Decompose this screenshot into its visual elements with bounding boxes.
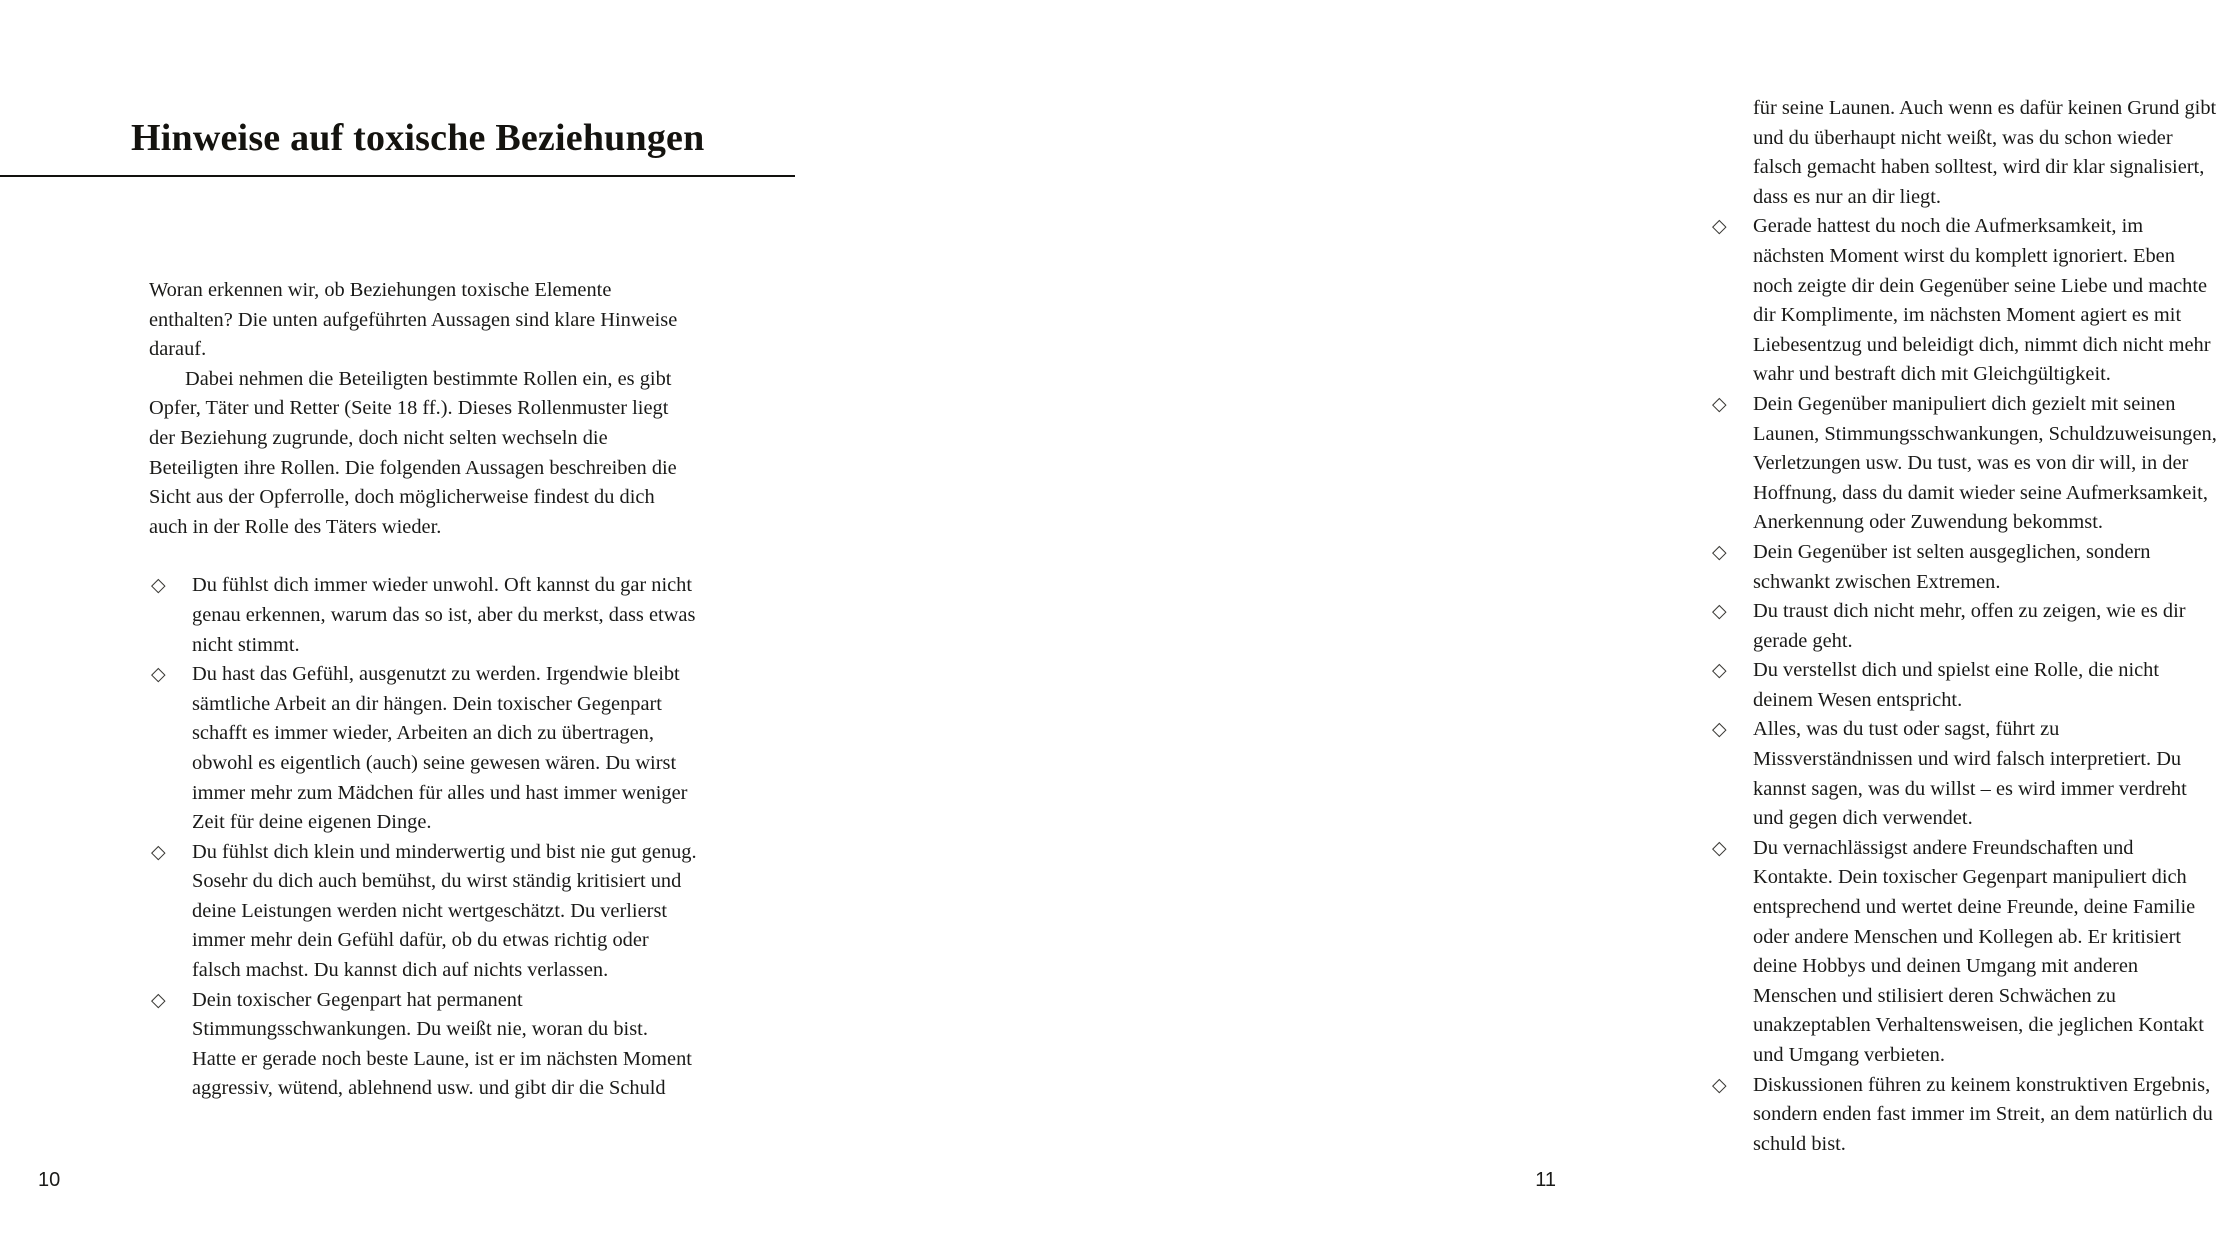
- list-item-text: Du traust dich nicht mehr, offen zu zeigen, wie es dir gerade geht.: [1753, 600, 2186, 652]
- page-number-left: 10: [38, 1169, 61, 1191]
- list-item: [1710, 538, 2218, 597]
- intro-paragraph-2: Dabei nehmen die Beteiligten bestimmte Rollen ein, es gibt Opfer, Täter und Retter (Seite 18 ff.). Dieses Rollenmuster liegt der Beziehung zugrunde, doch nicht selten wechseln die Beteiligten ihre Rollen. Die folgenden Aussagen beschreiben die Sicht aus der Opferrolle, doch möglicherweise findest du dich auch in der Rolle des Täters wieder.: [149, 367, 677, 538]
- diamond-icon: ◇: [1712, 393, 1727, 415]
- list-item: [149, 838, 697, 986]
- diamond-icon: ◇: [1712, 1074, 1727, 1096]
- list-item: [149, 986, 697, 1104]
- continuation-paragraph: für seine Launen. Auch wenn es dafür keinen Grund gibt und du überhaupt nicht weißt, was du schon wieder falsch gemacht haben solltest, wird dir klar signalisiert, dass es nur an dir liegt.: [1753, 97, 2217, 208]
- list-item: [149, 571, 697, 660]
- list-item: [1710, 1071, 2218, 1160]
- list-item-text: Du vernachlässigst andere Freundschaften und Kontakte. Dein toxischer Gegenpart manipuliert dich entsprechend und wertet deine Freunde, deine Familie oder andere Menschen und Kollegen ab. Er kritisiert deine Hobbys und deinen Umgang mit anderen Menschen und stilisiert deren Schwächen zu unakzeptablen Verhaltensweisen, die jeglichen Kontakt und Umgang verbieten.: [1753, 836, 2204, 1066]
- diamond-icon: ◇: [151, 664, 166, 686]
- list-item: [1710, 390, 2218, 538]
- intro-paragraph-1: Woran erkennen wir, ob Beziehungen toxische Elemente enthalten? Die unten aufgeführten Aussagen sind klare Hinweise darauf.: [149, 279, 678, 361]
- list-item-text: Dein Gegenüber ist selten ausgeglichen, sondern schwankt zwischen Extremen.: [1753, 540, 2151, 593]
- diamond-icon: ◇: [151, 989, 166, 1011]
- list-item: [1710, 656, 2218, 715]
- list-item-text: Du fühlst dich immer wieder unwohl. Oft kannst du gar nicht genau erkennen, warum das so ist, aber du merkst, dass etwas nicht stimmt.: [192, 574, 696, 656]
- diamond-icon: ◇: [1712, 601, 1727, 623]
- left-text-column: [149, 276, 697, 1104]
- list-item-text: Alles, was du tust oder sagst, führt zu Missverständnissen und wird falsch interpretiert. Du kannst sagen, was du willst – es wird immer verdreht und gegen dich verwendet.: [1753, 718, 2187, 830]
- title-divider: [0, 175, 795, 177]
- list-item-text: Du fühlst dich klein und minderwertig und bist nie gut genug. Sosehr du dich auch bemühst, du wirst ständig kritisiert und deine Leistungen werden nicht wertgeschätzt. Du verlierst immer mehr dein Gefühl dafür, ob du etwas richtig oder falsch machst. Du kannst dich auf nichts verlassen.: [192, 840, 697, 982]
- list-item-text: Diskussionen führen zu keinem konstruktiven Ergebnis, sondern enden fast immer im Streit, an dem natürlich du schuld bist.: [1753, 1073, 2213, 1155]
- diamond-icon: ◇: [151, 841, 166, 863]
- list-item-text: Dein toxischer Gegenpart hat permanent Stimmungsschwankungen. Du weißt nie, woran du bist. Hatte er gerade noch beste Laune, ist er im nächsten Moment aggressiv, wütend, ablehnend usw. und gibt dir die Schuld: [192, 988, 692, 1100]
- diamond-icon: ◇: [1712, 541, 1727, 563]
- list-item: [1710, 212, 2218, 390]
- list-item-text: Du hast das Gefühl, ausgenutzt zu werden. Irgendwie bleibt sämtliche Arbeit an dir hängen. Dein toxischer Gegenpart schafft es immer wieder, Arbeiten an dich zu übertragen, obwohl es eigentlich (auch) seine gewesen wären. Du wirst immer mehr zum Mädchen für alles und hast immer weniger Zeit für deine eigenen Dinge.: [192, 663, 688, 834]
- page-number-right: 11: [1535, 1169, 1556, 1191]
- list-item: [149, 660, 697, 838]
- list-item: [1710, 715, 2218, 833]
- diamond-icon: ◇: [151, 575, 166, 597]
- list-item-text: Gerade hattest du noch die Aufmerksamkeit, im nächsten Moment wirst du komplett ignoriert. Eben noch zeigte dir dein Gegenüber seine Liebe und machte dir Komplimente, im nächsten Moment agiert es mit Liebesentzug und beleidigt dich, nimmt dich nicht mehr wahr und bestraft dich mit Gleichgültigkeit.: [1753, 215, 2211, 386]
- diamond-icon: ◇: [1712, 719, 1727, 741]
- diamond-icon: ◇: [1712, 216, 1727, 238]
- list-item: [1710, 597, 2218, 656]
- right-text-column: [1710, 94, 2218, 1159]
- page-title: Hinweise auf toxische Beziehungen: [131, 117, 705, 160]
- diamond-icon: ◇: [1712, 837, 1727, 859]
- left-page: [0, 0, 797, 1240]
- list-item-text: Dein Gegenüber manipuliert dich gezielt mit seinen Launen, Stimmungsschwankungen, Schuldzuweisungen, Verletzungen usw. Du tust, was es von dir will, in der Hoffnung, dass du damit wieder seine Aufmerksamkeit, Anerkennung oder Zuwendung bekommst.: [1753, 392, 2217, 534]
- right-page: [797, 0, 2217, 1240]
- list-item: [1710, 834, 2218, 1071]
- right-bullet-list: [1710, 212, 2218, 1159]
- list-item-text: Du verstellst dich und spielst eine Rolle, die nicht deinem Wesen entspricht.: [1753, 659, 2160, 711]
- diamond-icon: ◇: [1712, 660, 1727, 682]
- intro-block: [149, 276, 697, 542]
- left-bullet-list: [149, 571, 697, 1104]
